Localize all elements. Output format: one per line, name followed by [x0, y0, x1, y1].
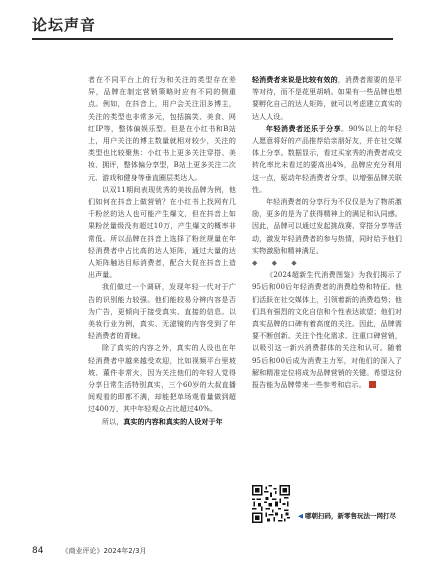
qr-promo	[252, 485, 402, 525]
left-column	[88, 74, 236, 428]
paragraph-text: 。90%以上的年轻人愿意将好的产品推荐给亲朋好友，并在社交媒体上分享。数据显示，看过买家秀的消费者成交转化率比未看过的要高出4%，品牌应充分利用这一点，驱动年轻消费者分享，以增强品牌关联性。	[252, 124, 403, 194]
bold-highlight: 轻消费者来说是比较有效的	[252, 75, 338, 84]
page-section-title: 论坛声音	[32, 16, 97, 34]
paragraph	[252, 123, 402, 196]
paragraph: 除了真实的内容之外，真实的人设也在年轻消费者中越来越受欢迎，比如视频平台里坡坡、董件非常火，因为关注他们的年轻人觉得分享日常生活特别真实，三个60岁的大叔直播间观看的即都不满，却能把单场观看量做到超过400万，其中年轻观众占比超过40%。	[88, 344, 236, 414]
bold-highlight: 真实的内容和真实的人设对于年	[123, 416, 223, 426]
paragraph-text: ，消费者需要的是平等对待，而不是花里胡哨。如果有一些品牌也想要孵化自己的达人矩阵，就可以考虑建立真实的达人人设。	[252, 76, 402, 121]
header-divider	[32, 38, 393, 40]
right-column	[252, 74, 402, 391]
paragraph-text: 《2024超新生代消费图鉴》为我们揭示了95后和00后年轻消费者的消费趋势和特征。他们活跃在社交媒体上，引领着新的消费趋势；他们具有强烈的文化自信和个性表达欲望；他们对真实品牌的口碑有着高度的关注。因此，品牌需要不断创新、关注个性化需求、注重口碑营销，以吸引这一新兴消费群体的关注和认可。随着95后和00后成为消费主力军，对他们的深入了解和精准定位将成为品牌营销的关键。希望这份报告能为品牌带来一些参考和启示。	[252, 271, 402, 390]
paragraph: 以双11期间表现优秀的美妆品牌为例，他们如何在抖音上做营销？在小红书上找网有几千粉丝的达人也可能产生爆文，但在抖音上如果粉丝量级没有超过10万，产生爆文的概率非常低。所以品牌在抖音上选择了粉丝规量在年轻消费者中占比高的达人矩阵，通过大量的达人矩阵触达目标消费者，配合大促在抖音上造出声量。	[88, 185, 236, 280]
paragraph	[252, 74, 402, 123]
paragraph: 者在不同平台上的行为和关注的类型存在差异，品牌在制定营销策略时应有不同的侧重点。例如，在抖音上，用户会关注泪多博主，关注的类型也非常多元，包括搞笑、美食、网红IP等，整体偏娱乐型。但是在小红书和B站上，用户关注的博主数量就相对较少，关注的类型也比较聚焦：小红书上更多关注穿搭、美妆、拥评，整体偏分享型，B站上更多关注二次元、游戏和健身等垂直圈层类达人。	[88, 76, 236, 182]
arrow-left-icon: ◀	[298, 512, 303, 520]
publication-info: 《商业评论》2024年2/3月	[61, 547, 147, 555]
page-number: 84	[32, 546, 44, 556]
paragraph: 我们做过一个调研，发现年轻一代对于广告的识别能力较强。他们能较易分辨内容是否为广告，更倾向于接受真实、直接的信息。以美妆行业为例，真实、无滤镜的内容受到了年轻消费者的青睐。	[88, 283, 236, 341]
page-footer	[32, 546, 147, 556]
qr-caption-text: 哪朝扫码，新零售玩法一网打尽	[305, 512, 396, 520]
paragraph-lead: 所以，	[102, 417, 124, 426]
qr-code-icon[interactable]	[252, 485, 290, 523]
end-mark-icon	[369, 381, 376, 388]
paragraph	[252, 269, 402, 391]
bold-highlight: 年轻消费者还乐于分享	[266, 123, 342, 133]
section-ornament: ◆ ◆ ◆	[252, 259, 303, 268]
paragraph: 年轻消费者的分享行为不仅仅是为了物质激励，更多的是为了获得精神上的满足和认同感。因此，品牌可以通过发起挑战赛、穿搭分享等活动，激发年轻消费者的参与热情，同时给予他们实物激励和精神满足。	[252, 198, 402, 255]
qr-caption	[298, 511, 396, 520]
paragraph	[88, 416, 236, 428]
